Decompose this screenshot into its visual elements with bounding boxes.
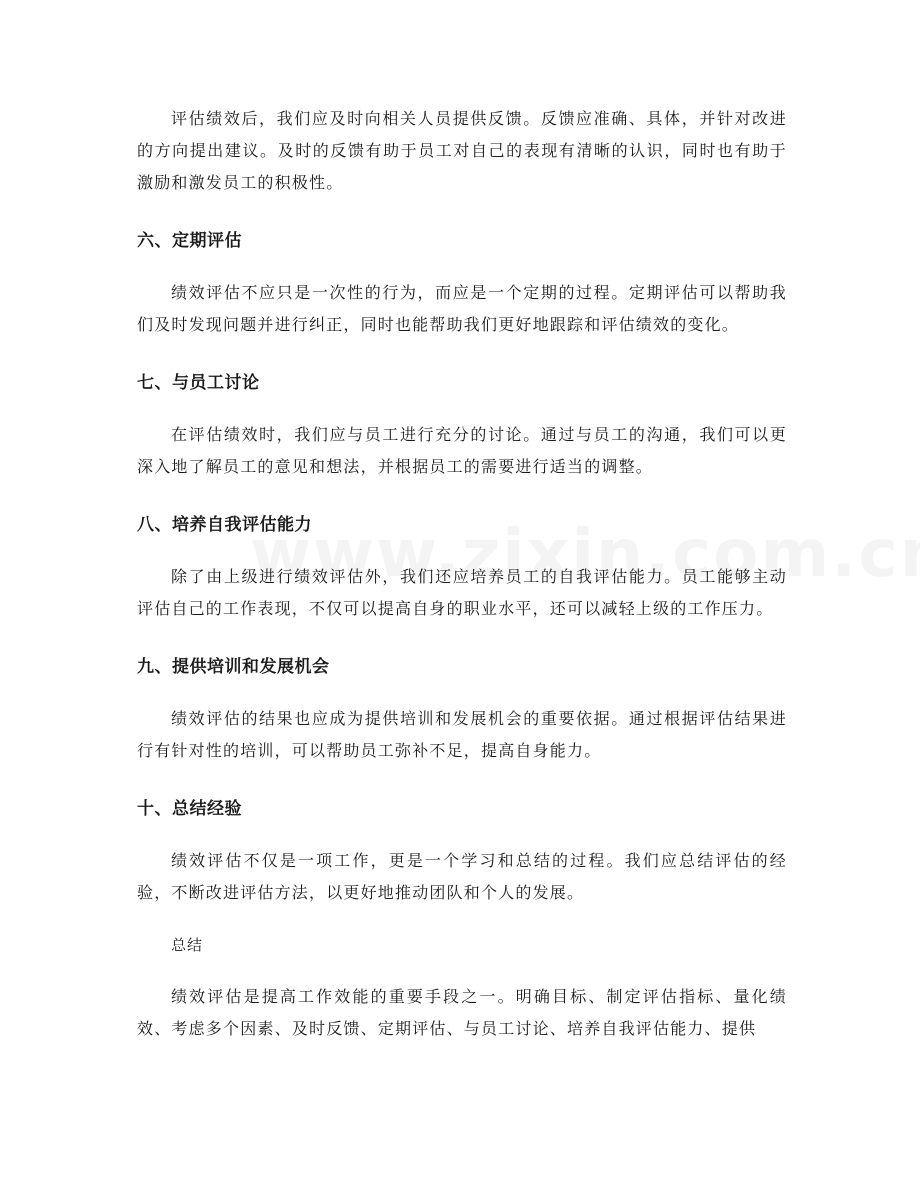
paragraph-training-opportunities: 绩效评估的结果也应成为提供培训和发展机会的重要依据。通过根据评估结果进行有针对性的培训，可以帮助员工弥补不足，提高自身能力。: [137, 709, 787, 760]
heading-training-opportunities: 九、提供培训和发展机会: [137, 657, 330, 677]
heading-summarize-experience: 十、总结经验: [137, 799, 242, 819]
paragraph-self-assessment: 除了由上级进行绩效评估外，我们还应培养员工的自我评估能力。员工能够主动评估自己的工作表现，不仅可以提高自身的职业水平，还可以减轻上级的工作压力。: [137, 567, 787, 618]
paragraph-summarize-experience: 绩效评估不仅是一项工作，更是一个学习和总结的过程。我们应总结评估的经验，不断改进评估方法，以更好地推动团队和个人的发展。: [137, 851, 787, 902]
paragraph-feedback: 评估绩效后，我们应及时向相关人员提供反馈。反馈应准确、具体，并针对改进的方向提出建议。及时的反馈有助于员工对自己的表现有清晰的认识，同时也有助于激励和激发员工的积极性。: [137, 109, 787, 192]
heading-self-assessment: 八、培养自我评估能力: [137, 515, 312, 535]
heading-regular-evaluation: 六、定期评估: [137, 231, 242, 251]
paragraph-regular-evaluation: 绩效评估不应只是一次性的行为，而应是一个定期的过程。定期评估可以帮助我们及时发现问题并进行纠正，同时也能帮助我们更好地跟踪和评估绩效的变化。: [137, 283, 787, 334]
heading-discuss-with-employees: 七、与员工讨论: [137, 373, 260, 393]
paragraph-summary: 绩效评估是提高工作效能的重要手段之一。明确目标、制定评估指标、量化绩效、考虑多个因素、及时反馈、定期评估、与员工讨论、培养自我评估能力、提供: [137, 987, 787, 1038]
paragraph-discuss-with-employees: 在评估绩效时，我们应与员工进行充分的讨论。通过与员工的沟通，我们可以更深入地了解员工的意见和想法，并根据员工的需要进行适当的调整。: [137, 425, 787, 476]
summary-label: 总结: [171, 936, 204, 954]
document-body: [137, 103, 787, 1045]
